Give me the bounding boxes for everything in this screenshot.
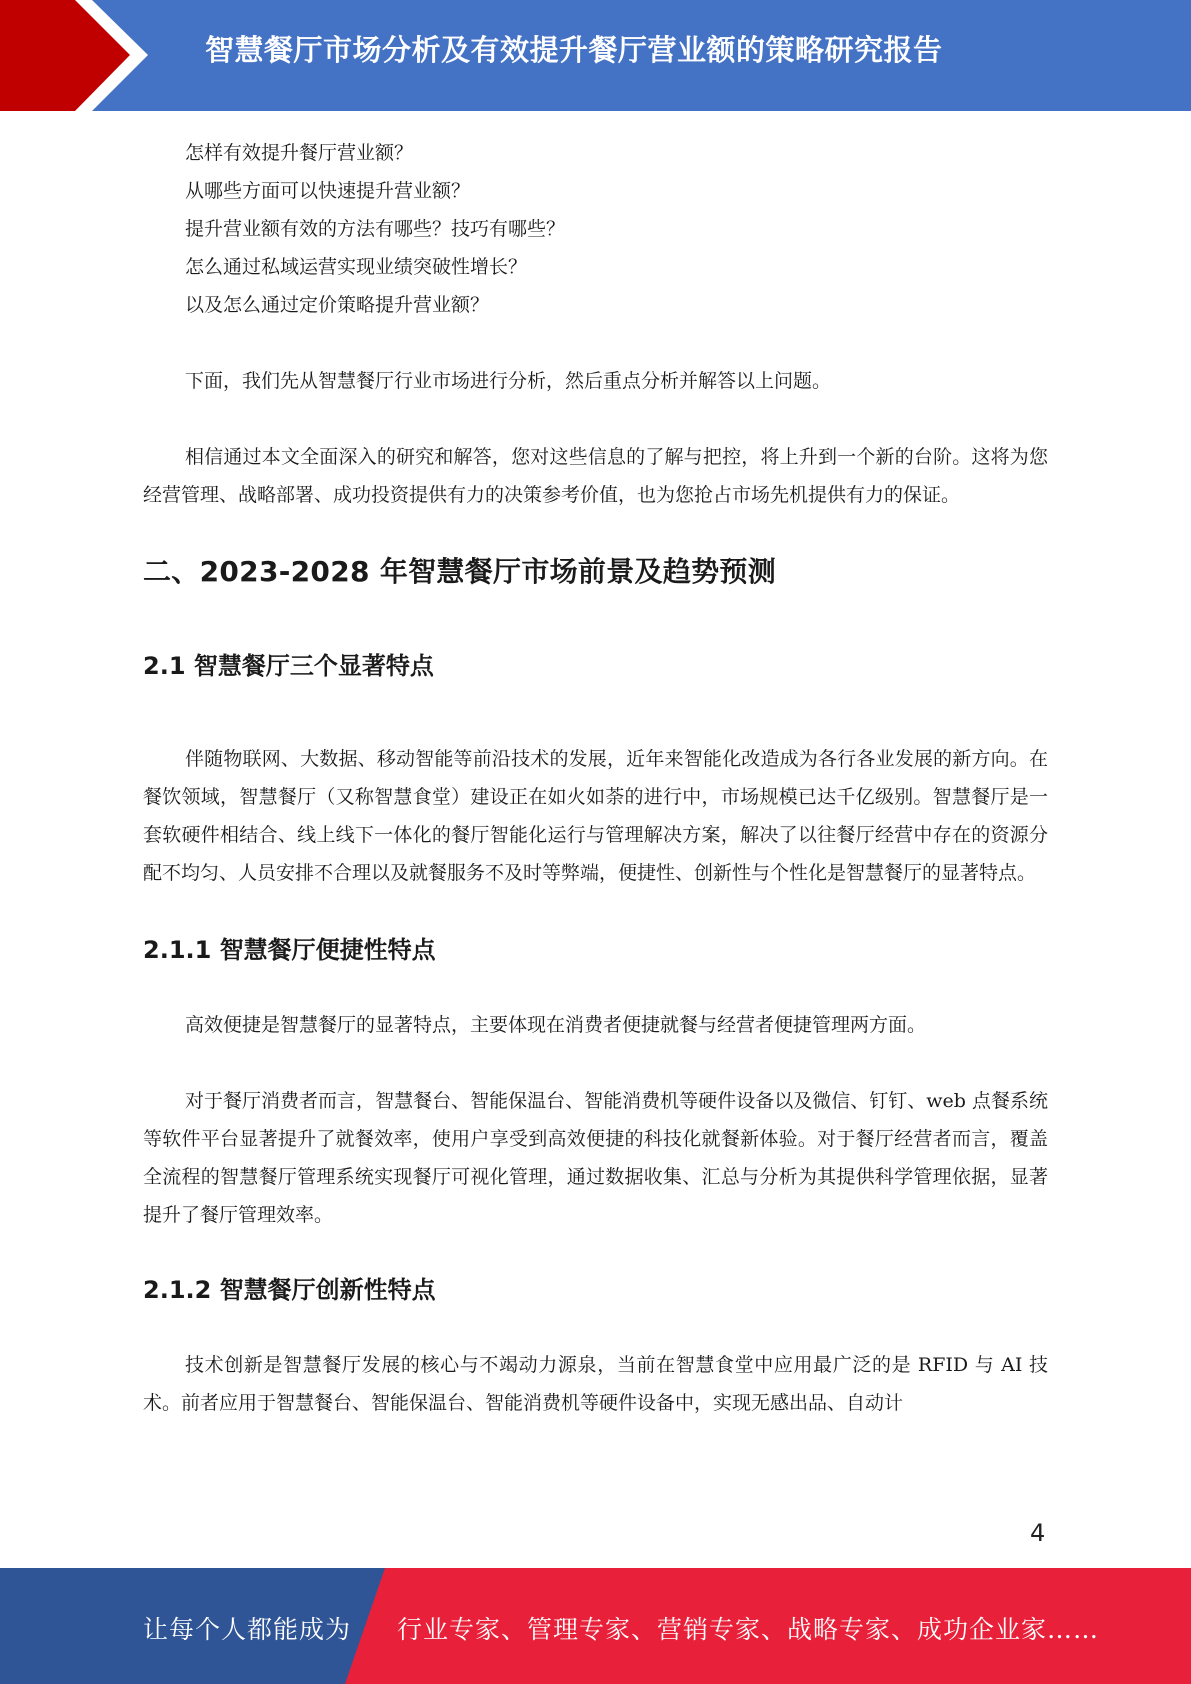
section-heading: 二、2023-2028 年智慧餐厅市场前景及趋势预测 [143, 555, 777, 588]
header-title: 智慧餐厅市场分析及有效提升餐厅营业额的策略研究报告 [205, 33, 943, 67]
body-paragraph: 伴随物联网、大数据、移动智能等前沿技术的发展，近年来智能化改造成为各行各业发展的新方向。在餐饮领域，智慧餐厅（又称智慧食堂）建设正在如火如荼的进行中，市场规模已达千亿级别。智慧餐厅是一套软硬件相结合、线上线下一体化的餐厅智能化运行与管理解决方案，解决了以往餐厅经营中存在的资源分配不均匀、人员安排不合理以及就餐服务不及时等弊端，便捷性、创新性与个性化是智慧餐厅的显著特点。 [143, 748, 1048, 884]
question-line: 怎么通过私域运营实现业绩突破性增长？ [185, 256, 528, 278]
page-footer [0, 1568, 1191, 1684]
document-body [143, 134, 1048, 1422]
footer-slogan-right: 行业专家、管理专家、营销专家、战略专家、成功企业家…… [397, 1615, 1100, 1644]
subsection-heading: 2.1.1 智慧餐厅便捷性特点 [143, 936, 436, 964]
footer-slogan-left: 让每个人都能成为 [143, 1615, 352, 1644]
subsection-heading: 2.1 智慧餐厅三个显著特点 [143, 652, 434, 680]
body-paragraph: 高效便捷是智慧餐厅的显著特点，主要体现在消费者便捷就餐与经营者便捷管理两方面。 [185, 1014, 927, 1036]
question-line: 怎样有效提升餐厅营业额？ [185, 142, 414, 164]
body-paragraph: 对于餐厅消费者而言，智慧餐台、智能保温台、智能消费机等硬件设备以及微信、钉钉、web 点餐系统等软件平台显著提升了就餐效率，使用户享受到高效便捷的科技化就餐新体验。对于餐厅经营者而言，覆盖全流程的智慧餐厅管理系统实现餐厅可视化管理，通过数据收集、汇总与分析为其提供科学管理依据，显著提升了餐厅管理效率。 [143, 1090, 1048, 1226]
question-line: 提升营业额有效的方法有哪些？技巧有哪些？ [185, 218, 566, 240]
page-header [0, 0, 1191, 111]
page-number: 4 [1030, 1519, 1046, 1547]
question-line: 从哪些方面可以快速提升营业额？ [185, 180, 471, 202]
subsection-heading: 2.1.2 智慧餐厅创新性特点 [143, 1276, 436, 1304]
question-line: 以及怎么通过定价策略提升营业额？ [185, 294, 490, 316]
body-paragraph: 技术创新是智慧餐厅发展的核心与不竭动力源泉，当前在智慧食堂中应用最广泛的是 RFID 与 AI 技术。前者应用于智慧餐台、智能保温台、智能消费机等硬件设备中，实现无感出品、自动计 [143, 1354, 1048, 1414]
intro-paragraph: 相信通过本文全面深入的研究和解答，您对这些信息的了解与把控，将上升到一个新的台阶。这将为您经营管理、战略部署、成功投资提供有力的决策参考价值，也为您抢占市场先机提供有力的保证。 [143, 446, 1048, 506]
intro-paragraph: 下面，我们先从智慧餐厅行业市场进行分析，然后重点分析并解答以上问题。 [185, 370, 832, 392]
